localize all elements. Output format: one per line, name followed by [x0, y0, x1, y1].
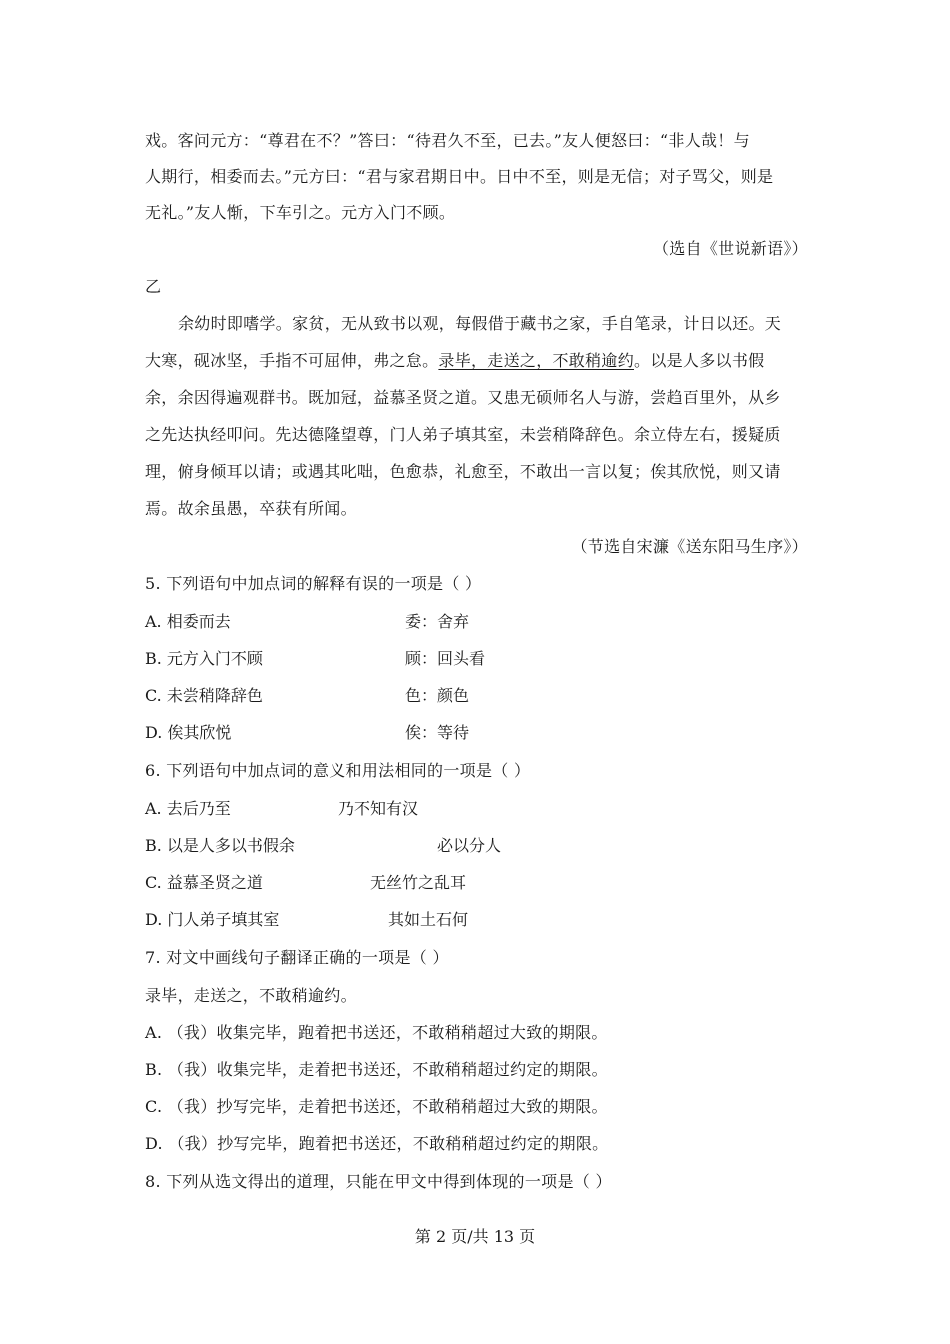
passage-a-line: 人期行，相委而去。”元方曰：“君与家君期日中。日中不至，则是无信；对子骂父，则是: [145, 167, 774, 186]
passage-a-line: 无礼。”友人惭，下车引之。元方入门不顾。: [145, 203, 456, 222]
question-5-option: [145, 720, 470, 743]
question-6-option: [145, 833, 502, 856]
page-number-footer: 第 2 页/共 13 页: [414, 1227, 536, 1246]
question-7-option: B. （我）收集完毕，走着把书送还，不敢稍稍超过约定的期限。: [145, 1060, 608, 1079]
option-text: A. 去后乃至: [145, 799, 231, 818]
underlined-sentence: 录毕，走送之，不敢稍逾约: [438, 351, 635, 370]
passage-b-text: 大寒，砚冰坚，手指不可屈伸，弗之怠。: [145, 351, 439, 370]
option-compare: 无丝竹之乱耳: [370, 873, 467, 892]
passage-b-line: 理，俯身倾耳以请；或遇其叱咄，色愈恭，礼愈至，不敢出一言以复；俟其欣悦，则又请: [145, 462, 781, 481]
option-compare: 乃不知有汉: [338, 799, 419, 818]
option-compare: 其如土石何: [388, 910, 469, 929]
option-compare: 必以分人: [437, 836, 502, 855]
question-7-quote: 录毕，走送之，不敢稍逾约。: [145, 986, 357, 1005]
question-7-option: A. （我）收集完毕，跑着把书送还，不敢稍稍超过大致的期限。: [145, 1023, 608, 1042]
question-5-stem: 5. 下列语句中加点词的解释有误的一项是（ ）: [145, 574, 482, 593]
option-text: C. 未尝稍降辞色: [145, 686, 263, 705]
option-text: B. 以是人多以书假余: [145, 836, 295, 855]
question-6-stem: 6. 下列语句中加点词的意义和用法相同的一项是（ ）: [145, 761, 531, 780]
passage-a-source: （选自《世说新语》）: [652, 239, 808, 258]
option-gloss: 顾：回头看: [405, 649, 486, 668]
passage-b-line: 余幼时即嗜学。家贫，无从致书以观，每假借于藏书之家，手自笔录，计日以还。天: [178, 314, 782, 333]
option-text: A. 相委而去: [145, 612, 231, 631]
question-7-option: C. （我）抄写完毕，走着把书送还，不敢稍稍超过大致的期限。: [145, 1097, 608, 1116]
passage-b-line: 焉。故余虽愚，卒获有所闻。: [145, 499, 357, 518]
option-gloss: 色：颜色: [405, 686, 470, 705]
passage-b-line: 之先达执经叩问。先达德隆望尊，门人弟子填其室，未尝稍降辞色。余立侍左右，援疑质: [145, 425, 781, 444]
passage-b-source: （节选自宋濂《送东阳马生序》）: [571, 537, 808, 556]
option-text: B. 元方入门不顾: [145, 649, 263, 668]
question-5-option: [145, 683, 470, 706]
question-5-option: [145, 646, 486, 669]
passage-b-line: 余，余因得遍观群书。既加冠，益慕圣贤之道。又患无硕师名人与游，尝趋百里外，从乡: [145, 388, 781, 407]
passage-b-label: 乙: [145, 277, 162, 296]
passage-a-line: 戏。客问元方：“尊君在不？”答曰：“待君久不至，已去。”友人便怒曰：“非人哉！与: [145, 131, 750, 150]
passage-b-line-underlined: [145, 348, 764, 371]
passage-b-text: 。以是人多以书假: [634, 351, 765, 370]
option-text: D. 门人弟子填其室: [145, 910, 280, 929]
question-8-stem: 8. 下列从选文得出的道理，只能在甲文中得到体现的一项是（ ）: [145, 1172, 612, 1191]
option-text: D. 俟其欣悦: [145, 723, 232, 742]
question-6-option: [145, 870, 467, 893]
question-5-option: [145, 609, 470, 632]
option-gloss: 委：舍弃: [405, 612, 470, 631]
question-7-stem: 7. 对文中画线句子翻译正确的一项是（ ）: [145, 948, 449, 967]
question-6-option: [145, 796, 419, 819]
question-7-option: D. （我）抄写完毕，跑着把书送还，不敢稍稍超过约定的期限。: [145, 1134, 609, 1153]
option-gloss: 俟：等待: [405, 723, 470, 742]
option-text: C. 益慕圣贤之道: [145, 873, 263, 892]
question-6-option: [145, 907, 469, 930]
